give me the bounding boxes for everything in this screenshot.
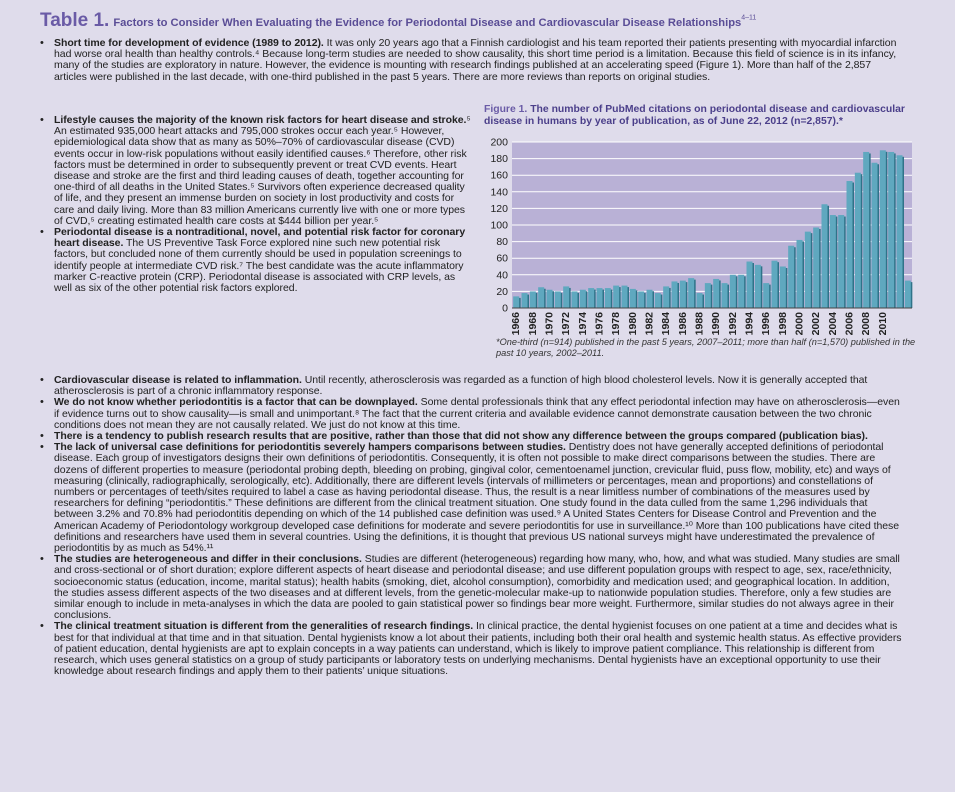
bar	[855, 173, 861, 308]
bullet-item	[36, 621, 906, 677]
x-tick-label: 1992	[726, 312, 739, 336]
x-tick-label: 1996	[760, 312, 773, 336]
figure-label: Figure 1.	[484, 104, 528, 115]
bar	[730, 275, 736, 308]
bullet-heading: The studies are heterogeneous and differ in their conclusions.	[54, 553, 362, 566]
chart	[484, 138, 924, 338]
y-tick-label: 0	[502, 302, 508, 315]
y-tick-label: 140	[490, 186, 508, 199]
x-tick-label: 1966	[510, 312, 523, 336]
bullet-body: Until recently, atherosclerosis was regarded as a function of high blood cholesterol levels. Now it is generally accepted that atherosclerosis is part of a chronic inflammatory response.	[54, 374, 868, 398]
bullet-list-bottom	[36, 375, 906, 677]
y-tick-label: 180	[490, 153, 508, 166]
bar	[580, 290, 586, 308]
bullet-list-side	[36, 115, 472, 294]
bar	[638, 291, 644, 308]
bullet-dot: •	[40, 374, 44, 386]
bullet-body: It was only 20 years ago that a Finnish cardiologist and his team reported their patients presenting with myocardial infarction had worse oral health than healthy controls.⁴ Because long-term studies are needed to show causality, this short time period is a limitation. Because this field of science is in its infancy, many of the studies are exploratory in nature. However, the evidence is mounting with research findings published at an accelerating speed (Figure 1). More than half of the 2,857 articles were published in the last decade, with one-third published in the past 5 years. There are more reviews than reports on original studies.	[54, 37, 897, 83]
bullet-item	[36, 115, 472, 227]
bar	[522, 293, 528, 308]
x-tick-label: 2002	[810, 312, 823, 336]
bullet-item	[36, 554, 906, 621]
x-tick-label: 1968	[526, 312, 539, 336]
figure-caption	[484, 104, 924, 128]
x-tick-label: 1988	[693, 312, 706, 336]
bar	[705, 283, 711, 308]
bullet-body: Dentistry does not have generally accepted definitions of periodontal disease. Each group of investigators designs their own definitions of periodontitis. Consequently, it is often not possible to make direct comparisons between the studies. There are dozens of different properties to measure (periodontal probing depth, bleeding on probing, gingival color, cementoenamel junction, crevicular fluid, puss flow, mobility, etc) and ways of measuring (clinically, radiographically, serologically, etc). Additionally, there are different levels (intervals of millimeters or percentages, mean and proportions) and constellations of numbers or percentages of teeth/sites required to label a case as having periodontal disease. Thus, the result is a near limitless number of combinations of the measures used by researchers for defining “periodontitis.” These definitions are different from the clinical treatment situation. One study found in the data culled from the same 1,296 individuals that between 3.2% and 70.8% had periodontitis depending on which of the 14 published case definition was used.⁹ A United States Centers for Disease Control and Prevention and the American Academy of Periodontology workgroup developed case definitions for moderate and severe periodontitis for use in surveillance.¹⁰ More than 100 publications have cited these definitions and researchers have used them in several countries. Using the definitions, it is thought that previous US national surveys might have underestimated the prevalence of periodontitis by as much as 54%.¹¹	[54, 441, 900, 555]
bar	[605, 288, 611, 308]
bullet-dot: •	[40, 396, 44, 409]
figure-note: *One-third (n=914) published in the past 5 years, 2007–2011; more than half (n=1,570) published in the past 10 years, 2002–2011.	[496, 337, 916, 358]
bar	[530, 291, 536, 308]
bullet-heading: There is a tendency to publish research results that are positive, rather than those that did not show any difference between the groups compared (publication bias).	[54, 430, 868, 443]
bar	[788, 246, 794, 308]
bar	[597, 288, 603, 308]
bar	[622, 286, 628, 308]
bar	[680, 281, 686, 308]
bullet-body: The US Preventive Task Force explored nine such new potential risk factors, but concluded none of them currently should be used in population screenings to identify people at intermediate CVD risk.⁷ The best candidate was the acute inflammatory marker C-reactive protein (CRP). Periodontal disease is associated with CRP levels, as well as six of the other potential risk factors explored.	[54, 237, 464, 295]
bar	[513, 296, 519, 308]
x-tick-label: 1976	[593, 312, 606, 336]
bar	[663, 286, 669, 308]
x-tick-label: 1974	[576, 312, 589, 336]
x-tick-label: 1970	[543, 312, 556, 336]
x-tick-label: 2008	[860, 312, 873, 336]
bullet-dot: •	[40, 553, 44, 566]
bar	[830, 215, 836, 308]
bar	[813, 227, 819, 308]
table-title-text: Factors to Consider When Evaluating the Evidence for Periodontal Disease and Cardiovascular Disease Relationships	[113, 17, 742, 29]
bullet-item	[36, 442, 906, 554]
x-tick-label: 1986	[676, 312, 689, 336]
x-tick-label: 1998	[776, 312, 789, 336]
bar	[613, 286, 619, 308]
bar	[672, 281, 678, 308]
bullet-dot: •	[40, 37, 44, 49]
bullet-dot: •	[40, 441, 44, 454]
bullet-heading: The clinical treatment situation is different from the generalities of research findings.	[54, 620, 474, 633]
y-tick-label: 40	[496, 269, 508, 282]
bar	[563, 286, 569, 308]
bullet-heading: We do not know whether periodontitis is a factor that can be downplayed.	[54, 396, 418, 409]
bullet-heading: Lifestyle causes the majority of the known risk factors for heart disease and stroke.	[54, 114, 467, 126]
x-tick-label: 2006	[843, 312, 856, 336]
bar	[822, 204, 828, 308]
bar	[722, 283, 728, 308]
y-tick-label: 100	[490, 219, 508, 232]
y-tick-label: 120	[490, 202, 508, 215]
bullet-item	[36, 375, 906, 397]
bar	[863, 152, 869, 308]
x-tick-label: 2000	[793, 312, 806, 336]
bar	[872, 163, 878, 308]
x-tick-label: 1990	[710, 312, 723, 336]
y-tick-label: 200	[490, 138, 508, 149]
x-tick-label: 1978	[610, 312, 623, 336]
bar	[555, 291, 561, 308]
bullet-body: Studies are different (heterogeneous) regarding how many, who, how, and what was studied. Many studies are small and cross-sectional or of short duration; explore different aspects of heart disease and periodontal disease; and use different population groups with respect to age, sex, race/ethnicity, socioeconomic status (education, income, marital status); health habits (smoking, diet, alcohol consumption), comorbidity and medication used; and geographical location. In addition, the studies assess different aspects of the two diseases and at different levels, from the genetic-molecular make-up to nationwide population studies. Therefore, only a few studies are similar enough to include in meta-analyses in which the data are pooled to gain statistical power so findings bear more weight. Furthermore, similar studies do not always agree in their conclusions.	[54, 553, 900, 622]
bar	[805, 232, 811, 308]
bullet-list-top	[36, 38, 906, 83]
bar	[738, 275, 744, 308]
bar	[838, 215, 844, 308]
figure-1	[484, 104, 924, 374]
y-tick-label: 80	[496, 236, 508, 249]
bar	[547, 290, 553, 308]
bullet-dot: •	[40, 114, 44, 126]
bar	[655, 293, 661, 308]
x-tick-label: 2004	[826, 312, 839, 336]
x-tick-label: 2010	[876, 312, 889, 336]
bar	[538, 287, 544, 308]
bullet-body: ⁵ An estimated 935,000 heart attacks and 795,000 strokes occur each year.⁵ However, epidemiological data show that as many as 50%–70% of cardiovascular disease (CVD) events occur in low-risk populations without easily identified causes.⁶ Therefore, other risk factors must be determined in order to subsequently prevent or treat CVD events. Heart disease and stroke are the first and third leading causes of death, together accounting for one-third of all deaths in the United States.⁵ Survivors often experience decreased quality of life, and they present an immense burden on society in lost productivity and costs for care and daily living. More than 83 million Americans currently live with one or more types of CVD,⁵ creating estimated health care costs at $444 billion per year.⁵	[54, 114, 471, 227]
bullet-item	[36, 227, 472, 294]
x-tick-label: 1994	[743, 312, 756, 336]
x-tick-label: 1982	[643, 312, 656, 336]
y-tick-label: 60	[496, 252, 508, 265]
bar	[897, 155, 903, 308]
bullet-heading: Cardiovascular disease is related to inflammation.	[54, 374, 302, 386]
bar	[688, 278, 694, 308]
bar	[797, 240, 803, 308]
bullet-heading: Periodontal disease is a nontraditional, novel, and potential risk factor for coronary heart disease.	[54, 226, 466, 250]
bar	[755, 265, 761, 308]
bar	[847, 181, 853, 308]
bar	[772, 261, 778, 308]
table-title	[40, 10, 945, 32]
bar	[880, 150, 886, 308]
bar	[647, 290, 653, 308]
bullet-heading: The lack of universal case definitions for periodontitis severely hampers comparisons between studies.	[54, 441, 566, 454]
bar	[630, 289, 636, 308]
bar	[905, 281, 911, 308]
bullet-item	[36, 38, 906, 83]
figure-caption-text: The number of PubMed citations on periodontal disease and cardiovascular disease in humans by year of publication, as of June 22, 2012 (n=2,857).*	[484, 104, 905, 127]
bullet-item	[36, 397, 906, 431]
bar	[713, 279, 719, 308]
x-tick-label: 1972	[560, 312, 573, 336]
bar	[780, 267, 786, 309]
bullet-dot: •	[40, 620, 44, 633]
bar	[588, 288, 594, 308]
bullet-heading: Short time for development of evidence (1989 to 2012).	[54, 37, 324, 49]
title-refs: 4–11	[741, 14, 757, 22]
bar	[572, 291, 578, 308]
bar	[763, 283, 769, 308]
bullet-body: Some dental professionals think that any effect periodontal infection may have on atherosclerosis—even if evidence turns out to show causality—is small and unimportant.⁸ The fact that the current criteria and available evidence cannot demonstrate causation between the two chronic conditions does not mean they are not causally related. We just do not know at this time.	[54, 396, 900, 431]
bullet-dot: •	[40, 430, 44, 443]
x-tick-label: 1984	[660, 312, 673, 336]
bar	[697, 293, 703, 308]
bar	[888, 152, 894, 308]
y-tick-label: 20	[496, 285, 508, 298]
bar	[747, 262, 753, 308]
y-tick-label: 160	[490, 169, 508, 182]
bullet-dot: •	[40, 226, 44, 239]
bullet-body: In clinical practice, the dental hygienist focuses on one patient at a time and decides what is best for that individual at that time and in that situation. Dental hygienists know a lot about their patients, including both their oral health and systemic health status. As effective providers of patient education, dental hygienists are apt to explain concepts in a way patients can understand, which is likely to improve patient compliance. This relationship is different from research, which uses general statistics on a group of study participants or laboratory tests on underlying mechanisms. Dental hygienists have an exceptional opportunity to use their knowledge about research findings and apply them to their patients’ unique situations.	[54, 620, 902, 678]
x-tick-label: 1980	[626, 312, 639, 336]
table-label: Table 1.	[40, 10, 110, 31]
